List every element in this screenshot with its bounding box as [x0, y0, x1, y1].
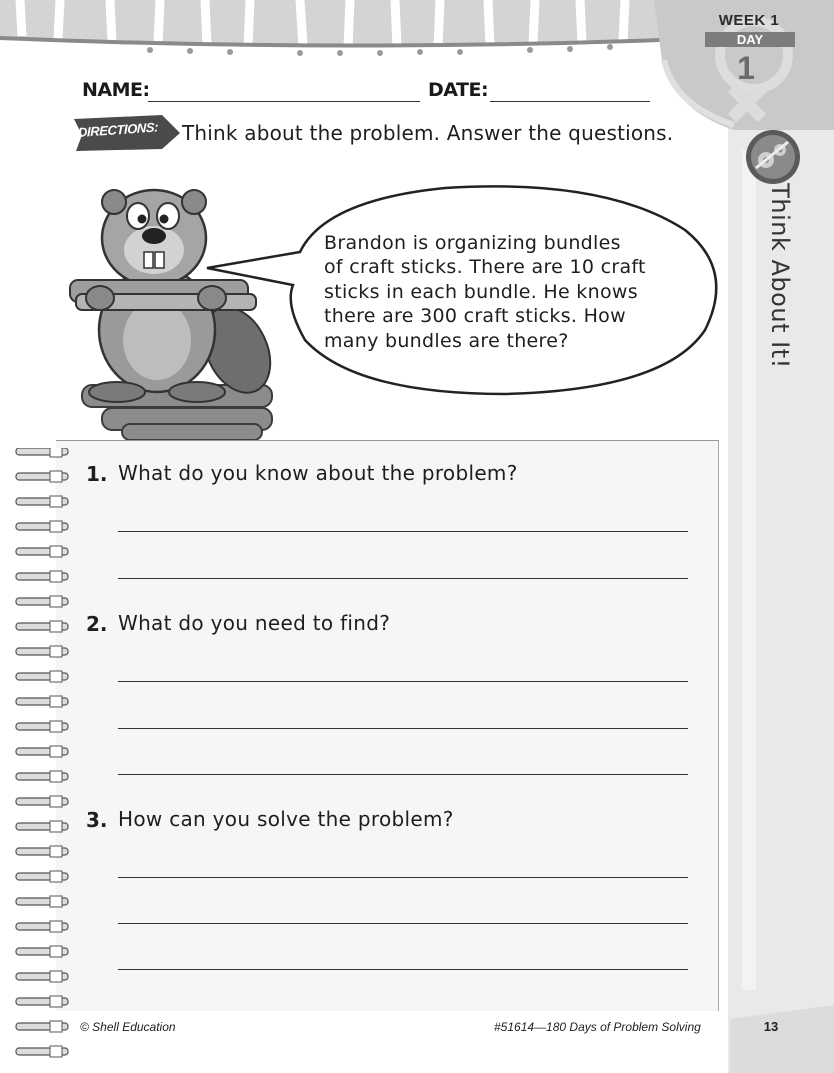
question-1-answer-line[interactable] [118, 578, 688, 579]
problem-line: sticks in each bundle. He knows [324, 280, 638, 303]
question-3-answer-line[interactable] [118, 923, 688, 924]
notebook-panel [56, 440, 719, 1011]
question-2-answer-line[interactable] [118, 728, 688, 729]
question-2-number: 2. [86, 612, 108, 636]
problem-line: of craft sticks. There are 10 craft [324, 256, 646, 279]
question-2-answer-line[interactable] [118, 774, 688, 775]
spiral-binding [14, 448, 74, 1058]
name-field[interactable] [148, 101, 420, 102]
page-number: 13 [763, 1019, 779, 1034]
directions-tag-label: DIRECTIONS: [78, 119, 159, 141]
problem-line: Brandon is organizing bundles [324, 232, 621, 254]
week-label: WEEK 1 [718, 12, 780, 29]
date-field[interactable] [490, 101, 650, 102]
problem-line: many bundles are there? [324, 329, 569, 352]
book-title: #51614—180 Days of Problem Solving [494, 1020, 701, 1034]
question-1-answer-line[interactable] [118, 531, 688, 532]
question-3-answer-line[interactable] [118, 969, 688, 970]
question-1-number: 1. [86, 462, 108, 486]
question-3-answer-line[interactable] [118, 877, 688, 878]
side-strip-highlight [742, 150, 756, 990]
day-label: DAY [705, 32, 795, 47]
question-3-number: 3. [86, 808, 108, 832]
copyright: © Shell Education [80, 1020, 176, 1034]
date-label: DATE: [428, 79, 489, 101]
question-2-text: What do you need to find? [118, 611, 391, 635]
directions-text: Think about the problem. Answer the questions. [182, 121, 674, 145]
footer-band [0, 1005, 834, 1073]
question-1-text: What do you know about the problem? [118, 461, 518, 485]
question-3-text: How can you solve the problem? [118, 807, 454, 831]
name-label: NAME: [82, 79, 150, 101]
problem-statement [324, 231, 704, 353]
question-2-answer-line[interactable] [118, 681, 688, 682]
side-title: Think About It! [766, 183, 794, 369]
day-number: 1 [737, 50, 755, 86]
problem-line: there are 300 craft sticks. How [324, 305, 626, 328]
